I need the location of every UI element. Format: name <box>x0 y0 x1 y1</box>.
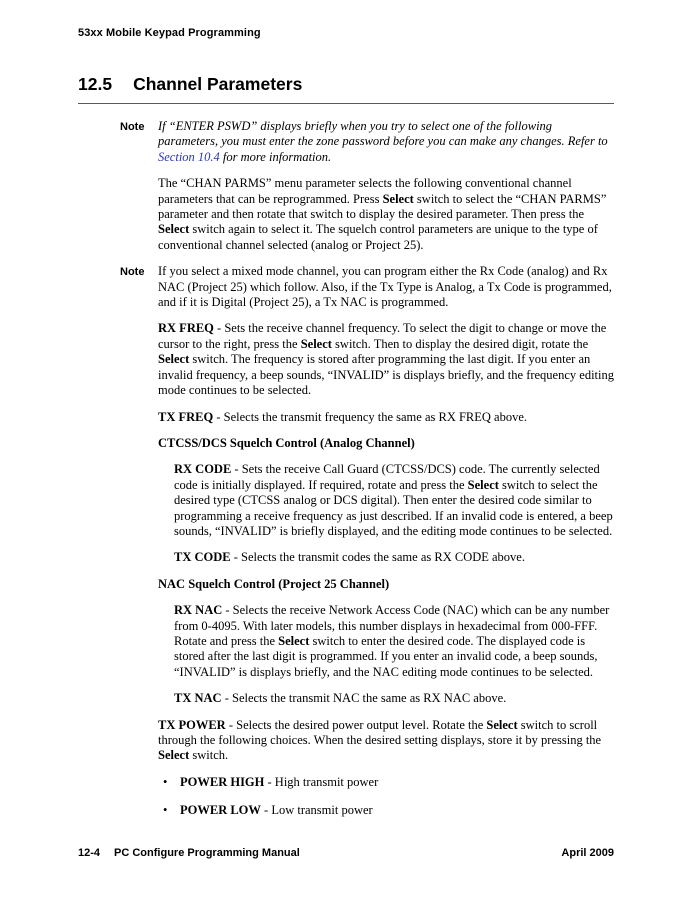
paragraph-rx-code: RX CODE - Sets the receive Call Guard (CTCSS/DCS) code. The currently selected code is initially displayed. If required, rotate and press the Select switch to select the desired type (CTCSS analog or DCS digital). Then enter the desired code similar to programming a receive frequency as just described. If an invalid code is entered, a beep sounds, “INVALID” is briefly displayed, and the editing mode continues to be selected. <box>174 462 613 538</box>
note-block-mixed-mode <box>120 264 614 310</box>
section-number: 12.5 <box>78 74 113 94</box>
paragraph-rx-freq: RX FREQ - Sets the receive channel frequency. To select the digit to change or move the cursor to the right, press the Select switch. Then to display the desired digit, rotate the Select switch. The frequency is stored after programming the last digit. If you enter an invalid frequency, a beep sounds, “INVALID” is displays briefly, and the frequency editing mode continues to be selected. <box>158 321 614 398</box>
footer-left <box>78 847 300 859</box>
paragraph-chan-parms: The “CHAN PARMS” menu parameter selects the following conventional channel parameters that can be reprogrammed. Press Select switch to select the “CHAN PARMS” parameter and then rotate that switch to display the desired parameter. Then press the Select switch again to select it. The squelch control parameters are unique to the type of conventional channel selected (analog or Project 25). <box>158 176 607 252</box>
note-mixed-mode-text: If you select a mixed mode channel, you can program either the Rx Code (analog) and Rx NAC (Project 25) which follow. Also, if the Tx Type is Analog, a Tx Code is programmed, and if it is Digital (Project 25), a Tx NAC is programmed. <box>158 264 612 310</box>
note-password-after: for more information. <box>219 149 332 164</box>
note-label: Note <box>120 266 145 279</box>
heading-ctcss-dcs-squelch: CTCSS/DCS Squelch Control (Analog Channel) <box>158 435 415 450</box>
page-body <box>78 119 614 832</box>
footer-manual-title: PC Configure Programming Manual <box>114 847 300 859</box>
section-name: Channel Parameters <box>133 74 303 94</box>
section-10-4-link[interactable]: Section 10.4 <box>158 149 220 164</box>
bullet-icon: • <box>163 774 168 789</box>
running-header: 53xx Mobile Keypad Programming <box>78 27 261 39</box>
note-password-before: If “ENTER PSWD” displays briefly when you try to select one of the following parameters, you must enter the zone password before you can make any changes. Refer to <box>158 119 608 149</box>
bullet-power-low <box>163 803 614 818</box>
paragraph-tx-freq: TX FREQ - Selects the transmit frequency the same as RX FREQ above. <box>158 409 528 424</box>
note-label: Note <box>120 121 145 133</box>
bullet-power-high <box>163 775 614 790</box>
paragraph-tx-code: TX CODE - Selects the transmit codes the same as RX CODE above. <box>174 550 525 565</box>
footer-date: April 2009 <box>561 847 614 859</box>
note-block-password <box>120 119 614 165</box>
note-password-text <box>158 119 614 165</box>
section-title <box>78 74 614 104</box>
paragraph-rx-nac: RX NAC - Selects the receive Network Access Code (NAC) which can be any number from 0-4095. With later models, this number displays in hexadecimal from 000-FFF. Rotate and press the Select switch to enter the desired code. The displayed code is stored after the last digit is programmed. If you enter an invalid code, a beep sounds, “INVALID” is displays briefly, and the NAC editing mode continues to be selected. <box>174 603 610 679</box>
page-footer <box>78 847 614 859</box>
heading-nac-squelch: NAC Squelch Control (Project 25 Channel) <box>158 576 390 591</box>
bullet-power-low-text: POWER LOW - Low transmit power <box>180 803 373 818</box>
footer-page-number: 12-4 <box>78 847 101 859</box>
bullet-icon: • <box>163 803 168 818</box>
paragraph-tx-power: TX POWER - Selects the desired power output level. Rotate the Select switch to scroll through the following choices. When the desired setting displays, store it by pressing the Select switch. <box>158 717 602 763</box>
bullet-power-high-text: POWER HIGH - High transmit power <box>180 774 379 789</box>
paragraph-tx-nac: TX NAC - Selects the transmit NAC the same as RX NAC above. <box>174 691 507 706</box>
